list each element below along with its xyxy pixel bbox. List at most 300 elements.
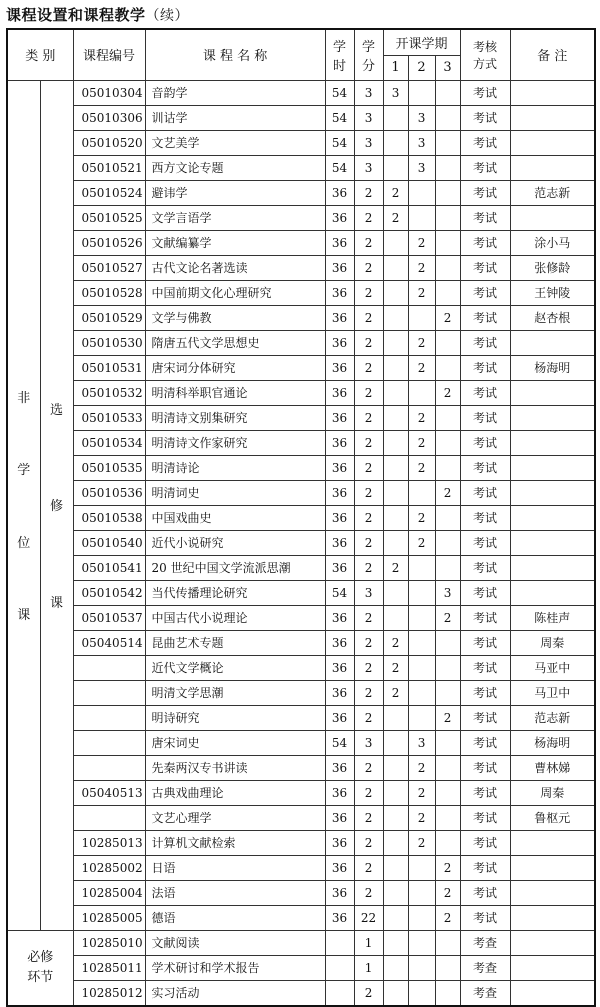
cell-hours: 36 [325, 230, 354, 255]
cell-code: 05010540 [73, 530, 145, 555]
cell-hours: 36 [325, 280, 354, 305]
cell-credits: 2 [354, 855, 383, 880]
cell-s2: 3 [408, 105, 435, 130]
cell-exam: 考试 [460, 680, 510, 705]
cell-exam: 考试 [460, 80, 510, 105]
cell-code: 10285004 [73, 880, 145, 905]
cell-s1 [383, 430, 408, 455]
cell-s1: 2 [383, 630, 408, 655]
category-non-degree [7, 80, 40, 930]
cell-note: 鲁枢元 [510, 805, 595, 830]
cell-note: 涂小马 [510, 230, 595, 255]
cell-note: 范志新 [510, 705, 595, 730]
cell-exam: 考试 [460, 780, 510, 805]
cell-credits: 3 [354, 155, 383, 180]
cell-s2: 2 [408, 255, 435, 280]
cell-hours: 36 [325, 755, 354, 780]
cell-s2: 2 [408, 355, 435, 380]
cell-s2 [408, 480, 435, 505]
cell-credits: 1 [354, 955, 383, 980]
cell-s1 [383, 380, 408, 405]
cell-hours: 36 [325, 780, 354, 805]
cell-s2: 2 [408, 505, 435, 530]
cell-credits: 2 [354, 380, 383, 405]
cell-credits: 2 [354, 830, 383, 855]
cell-s1: 2 [383, 680, 408, 705]
cell-exam: 考试 [460, 330, 510, 355]
cell-exam: 考试 [460, 205, 510, 230]
cell-s2: 3 [408, 730, 435, 755]
table-row [7, 755, 595, 780]
cell-code: 05010304 [73, 80, 145, 105]
cell-note [510, 205, 595, 230]
cell-s1 [383, 480, 408, 505]
cell-s1 [383, 605, 408, 630]
cell-credits: 3 [354, 130, 383, 155]
cell-name: 近代文学概论 [145, 655, 325, 680]
cell-s2 [408, 630, 435, 655]
cell-credits: 3 [354, 105, 383, 130]
cell-hours: 36 [325, 505, 354, 530]
cell-hours: 36 [325, 455, 354, 480]
cell-s1 [383, 355, 408, 380]
cell-exam: 考试 [460, 655, 510, 680]
cell-s2 [408, 905, 435, 930]
cell-exam: 考试 [460, 305, 510, 330]
cell-hours: 54 [325, 580, 354, 605]
cell-name: 日语 [145, 855, 325, 880]
cell-hours: 36 [325, 380, 354, 405]
cell-s1 [383, 330, 408, 355]
cell-note: 杨海明 [510, 730, 595, 755]
cell-code [73, 730, 145, 755]
cell-hours: 54 [325, 80, 354, 105]
cell-exam: 考试 [460, 230, 510, 255]
cell-s3: 2 [435, 480, 460, 505]
cell-s2: 2 [408, 780, 435, 805]
category-required [7, 930, 73, 1006]
cell-s2: 2 [408, 405, 435, 430]
cell-name: 20 世纪中国文学流派思潮 [145, 555, 325, 580]
cell-exam: 考查 [460, 930, 510, 955]
cell-exam: 考试 [460, 605, 510, 630]
cell-credits: 2 [354, 980, 383, 1006]
cell-s2 [408, 180, 435, 205]
cell-note: 范志新 [510, 180, 595, 205]
cell-exam: 考试 [460, 580, 510, 605]
cell-s3 [435, 555, 460, 580]
cell-s3 [435, 780, 460, 805]
cell-code: 10285010 [73, 930, 145, 955]
cell-name: 明清文学思潮 [145, 680, 325, 705]
cell-name: 昆曲艺术专题 [145, 630, 325, 655]
cell-s3: 2 [435, 905, 460, 930]
table-row [7, 930, 595, 955]
cell-code: 10285011 [73, 955, 145, 980]
cell-note [510, 430, 595, 455]
cell-s2 [408, 880, 435, 905]
cell-credits: 3 [354, 730, 383, 755]
cell-code: 05010538 [73, 505, 145, 530]
cell-hours: 36 [325, 305, 354, 330]
cell-exam: 考试 [460, 355, 510, 380]
cell-s1: 2 [383, 555, 408, 580]
cell-s1 [383, 130, 408, 155]
cell-name: 古典戏曲理论 [145, 780, 325, 805]
cell-code: 05010542 [73, 580, 145, 605]
cell-code: 05010306 [73, 105, 145, 130]
cell-hours: 36 [325, 330, 354, 355]
cell-credits: 1 [354, 930, 383, 955]
cell-name: 先秦两汉专书讲读 [145, 755, 325, 780]
cell-name: 西方文论专题 [145, 155, 325, 180]
cell-code: 05010532 [73, 380, 145, 405]
cell-s3 [435, 355, 460, 380]
cell-s3 [435, 630, 460, 655]
cell-hours: 36 [325, 630, 354, 655]
cell-name: 文艺心理学 [145, 805, 325, 830]
cell-s3: 2 [435, 380, 460, 405]
cell-s1 [383, 230, 408, 255]
cell-name: 学术研讨和学术报告 [145, 955, 325, 980]
cell-hours: 36 [325, 705, 354, 730]
header-code: 课程编号 [73, 29, 145, 80]
table-row [7, 780, 595, 805]
cell-note [510, 155, 595, 180]
table-row [7, 455, 595, 480]
cell-hours: 36 [325, 555, 354, 580]
cell-exam: 考试 [460, 855, 510, 880]
cell-s2: 3 [408, 130, 435, 155]
cell-name: 文献编纂学 [145, 230, 325, 255]
cell-code: 05010526 [73, 230, 145, 255]
cell-s3 [435, 455, 460, 480]
cell-s3 [435, 955, 460, 980]
cell-note [510, 505, 595, 530]
cell-code: 05040514 [73, 630, 145, 655]
cell-credits: 2 [354, 255, 383, 280]
cell-name: 文学与佛教 [145, 305, 325, 330]
cell-s1 [383, 280, 408, 305]
cell-name: 德语 [145, 905, 325, 930]
cell-exam: 考试 [460, 280, 510, 305]
cell-s2 [408, 980, 435, 1006]
cell-exam: 考试 [460, 630, 510, 655]
cell-s1 [383, 105, 408, 130]
cell-s3: 2 [435, 605, 460, 630]
cell-s3 [435, 505, 460, 530]
cell-s3 [435, 655, 460, 680]
cell-s1: 2 [383, 655, 408, 680]
cell-s3 [435, 430, 460, 455]
header-name: 课 程 名 称 [145, 29, 325, 80]
cell-s3 [435, 930, 460, 955]
cell-s1 [383, 780, 408, 805]
cell-hours: 36 [325, 680, 354, 705]
table-row [7, 880, 595, 905]
cell-note [510, 380, 595, 405]
cell-credits: 2 [354, 655, 383, 680]
cell-code [73, 755, 145, 780]
cell-note: 赵杏根 [510, 305, 595, 330]
cell-s3: 2 [435, 880, 460, 905]
cell-credits: 2 [354, 680, 383, 705]
header-hours: 学 时 [325, 29, 354, 80]
cell-credits: 2 [354, 630, 383, 655]
cell-exam: 考试 [460, 405, 510, 430]
cell-code: 05040513 [73, 780, 145, 805]
table-row [7, 80, 595, 105]
cell-s1: 2 [383, 180, 408, 205]
cell-credits: 2 [354, 405, 383, 430]
cell-s2 [408, 680, 435, 705]
cell-s3 [435, 405, 460, 430]
cell-note: 马卫中 [510, 680, 595, 705]
table-body [7, 80, 595, 1006]
cell-s3 [435, 130, 460, 155]
cell-name: 文学言语学 [145, 205, 325, 230]
table-row [7, 730, 595, 755]
course-table [6, 28, 596, 1007]
cell-s1 [383, 305, 408, 330]
cell-name: 文艺美学 [145, 130, 325, 155]
cell-s1 [383, 805, 408, 830]
table-row [7, 405, 595, 430]
table-row [7, 355, 595, 380]
table-row [7, 630, 595, 655]
cell-credits: 2 [354, 805, 383, 830]
cell-s3: 2 [435, 305, 460, 330]
cell-credits: 2 [354, 305, 383, 330]
cell-hours: 36 [325, 205, 354, 230]
cell-s3 [435, 830, 460, 855]
cell-credits: 2 [354, 780, 383, 805]
table-row [7, 155, 595, 180]
cell-code: 05010537 [73, 605, 145, 630]
cell-code: 05010534 [73, 430, 145, 455]
cell-note: 王钟陵 [510, 280, 595, 305]
cell-exam: 考查 [460, 955, 510, 980]
cell-s3 [435, 980, 460, 1006]
cell-s1 [383, 580, 408, 605]
cell-s2 [408, 80, 435, 105]
cell-s2 [408, 205, 435, 230]
title-text: 课程设置和课程教学 [6, 6, 146, 24]
cell-s2 [408, 580, 435, 605]
cell-exam: 考查 [460, 980, 510, 1006]
cell-code: 05010530 [73, 330, 145, 355]
cell-s3 [435, 755, 460, 780]
cell-name: 明清诗论 [145, 455, 325, 480]
cell-code: 05010535 [73, 455, 145, 480]
cell-hours: 36 [325, 805, 354, 830]
cell-credits: 2 [354, 605, 383, 630]
cell-hours: 36 [325, 655, 354, 680]
cell-hours: 36 [325, 855, 354, 880]
cell-s2 [408, 930, 435, 955]
header-sem-3: 3 [435, 55, 460, 80]
cell-note [510, 930, 595, 955]
cell-exam: 考试 [460, 830, 510, 855]
cell-note: 杨海明 [510, 355, 595, 380]
cell-s2 [408, 555, 435, 580]
cell-credits: 2 [354, 205, 383, 230]
title-suffix: （续） [145, 8, 190, 24]
cell-credits: 2 [354, 705, 383, 730]
cell-code: 10285013 [73, 830, 145, 855]
cell-hours: 36 [325, 530, 354, 555]
cell-name: 明清词史 [145, 480, 325, 505]
cell-name: 古代文论名著选读 [145, 255, 325, 280]
cell-code: 05010525 [73, 205, 145, 230]
cell-s2 [408, 855, 435, 880]
cell-s1 [383, 455, 408, 480]
cell-exam: 考试 [460, 530, 510, 555]
cell-name: 中国戏曲史 [145, 505, 325, 530]
cell-s2: 2 [408, 230, 435, 255]
cell-s1 [383, 955, 408, 980]
cell-note [510, 580, 595, 605]
cell-hours: 54 [325, 105, 354, 130]
cell-credits: 2 [354, 430, 383, 455]
cell-exam: 考试 [460, 730, 510, 755]
cell-s2: 2 [408, 530, 435, 555]
cell-s3: 3 [435, 580, 460, 605]
cell-exam: 考试 [460, 880, 510, 905]
cell-s2 [408, 705, 435, 730]
cell-s3 [435, 230, 460, 255]
cell-s1 [383, 855, 408, 880]
cell-exam: 考试 [460, 805, 510, 830]
table-row [7, 480, 595, 505]
cell-s3 [435, 155, 460, 180]
cell-hours: 54 [325, 155, 354, 180]
cell-s1 [383, 705, 408, 730]
table-row [7, 655, 595, 680]
cell-s2 [408, 380, 435, 405]
cell-hours: 36 [325, 180, 354, 205]
cell-note [510, 830, 595, 855]
table-row [7, 605, 595, 630]
category-required-text: 必修 环节 [27, 949, 54, 985]
cell-note [510, 855, 595, 880]
cell-code [73, 655, 145, 680]
cell-s2 [408, 655, 435, 680]
table-row [7, 830, 595, 855]
category-elective [40, 80, 73, 930]
cell-credits: 2 [354, 330, 383, 355]
cell-s3 [435, 805, 460, 830]
header-sem-1: 1 [383, 55, 408, 80]
cell-exam: 考试 [460, 130, 510, 155]
cell-s3 [435, 530, 460, 555]
cell-credits: 2 [354, 755, 383, 780]
cell-name: 当代传播理论研究 [145, 580, 325, 605]
table-row [7, 855, 595, 880]
cell-hours [325, 930, 354, 955]
cell-credits: 2 [354, 505, 383, 530]
cell-code: 05010531 [73, 355, 145, 380]
cell-s3 [435, 180, 460, 205]
cell-s3 [435, 730, 460, 755]
table-row [7, 705, 595, 730]
cell-note [510, 880, 595, 905]
cell-credits: 2 [354, 455, 383, 480]
cell-exam: 考试 [460, 705, 510, 730]
cell-code: 10285002 [73, 855, 145, 880]
cell-s2: 2 [408, 805, 435, 830]
cell-s2 [408, 605, 435, 630]
cell-note [510, 955, 595, 980]
cell-s3 [435, 255, 460, 280]
table-row [7, 980, 595, 1006]
header-notes: 备 注 [510, 29, 595, 80]
cell-note [510, 980, 595, 1006]
cell-s2 [408, 305, 435, 330]
table-row [7, 280, 595, 305]
cell-s1: 2 [383, 205, 408, 230]
header-semester: 开课学期 [383, 29, 460, 55]
cell-code: 05010528 [73, 280, 145, 305]
cell-exam: 考试 [460, 430, 510, 455]
cell-s2 [408, 955, 435, 980]
cell-note: 周秦 [510, 630, 595, 655]
header-exam: 考核 方式 [460, 29, 510, 80]
cell-code: 05010524 [73, 180, 145, 205]
cell-credits: 3 [354, 80, 383, 105]
table-row [7, 205, 595, 230]
table-row [7, 430, 595, 455]
cell-s1 [383, 830, 408, 855]
cell-s2: 2 [408, 455, 435, 480]
category-elective-text: 选 修 课 [50, 403, 64, 611]
cell-exam: 考试 [460, 905, 510, 930]
cell-code [73, 705, 145, 730]
cell-code: 10285005 [73, 905, 145, 930]
cell-code: 05010541 [73, 555, 145, 580]
cell-s1 [383, 255, 408, 280]
cell-s1 [383, 905, 408, 930]
cell-s2: 2 [408, 830, 435, 855]
cell-s3 [435, 105, 460, 130]
cell-name: 实习活动 [145, 980, 325, 1006]
cell-code: 05010520 [73, 130, 145, 155]
table-row [7, 105, 595, 130]
cell-s1 [383, 980, 408, 1006]
header-category: 类 别 [7, 29, 73, 80]
cell-exam: 考试 [460, 455, 510, 480]
cell-note [510, 905, 595, 930]
cell-note [510, 480, 595, 505]
table-row [7, 230, 595, 255]
cell-code: 10285012 [73, 980, 145, 1006]
cell-name: 避讳学 [145, 180, 325, 205]
cell-hours: 54 [325, 130, 354, 155]
table-row [7, 380, 595, 405]
cell-hours: 36 [325, 355, 354, 380]
cell-s3 [435, 330, 460, 355]
cell-code: 05010533 [73, 405, 145, 430]
cell-hours: 36 [325, 605, 354, 630]
table-row [7, 180, 595, 205]
cell-exam: 考试 [460, 105, 510, 130]
cell-s2: 3 [408, 155, 435, 180]
cell-name: 音韵学 [145, 80, 325, 105]
cell-s2: 2 [408, 430, 435, 455]
header-credits: 学 分 [354, 29, 383, 80]
cell-exam: 考试 [460, 480, 510, 505]
table-row [7, 805, 595, 830]
